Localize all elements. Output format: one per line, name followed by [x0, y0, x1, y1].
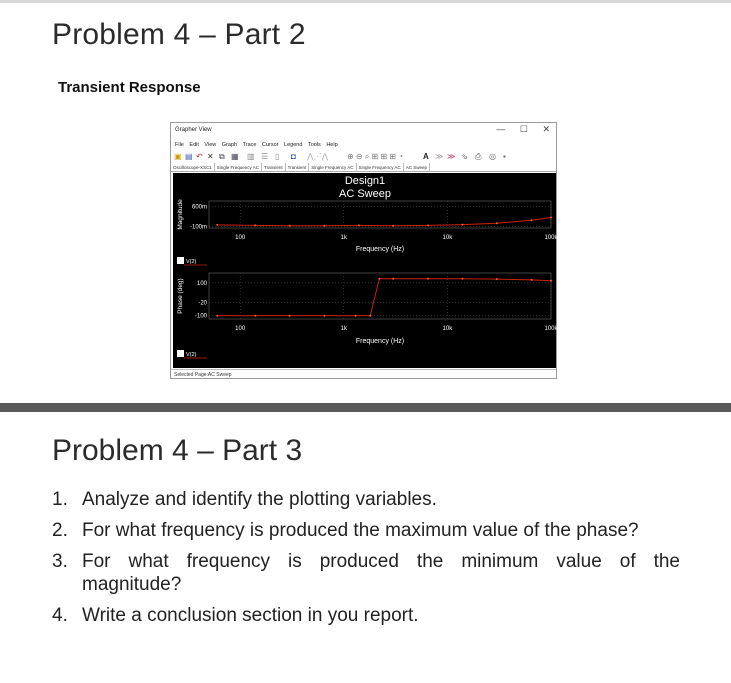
window-controls: [484, 124, 550, 135]
series-line: [217, 279, 551, 316]
list-number: 3.: [52, 551, 68, 572]
y-tick-label: 100: [196, 280, 207, 287]
text-size-icon[interactable]: ≫: [435, 152, 444, 161]
menu-help[interactable]: Help: [326, 142, 338, 148]
data-point: [369, 315, 371, 317]
export-icon[interactable]: ◎: [489, 152, 496, 161]
minimize-button[interactable]: —: [496, 124, 506, 134]
legend-checkbox: [177, 257, 184, 264]
zoom-icon[interactable]: ⊕ ⊖ ⌕ ⊞ ⊞ ⊞ ◔: [347, 152, 404, 161]
save-icon[interactable]: ▤: [185, 152, 193, 161]
list-text: For what frequency is produced the minimum value of the: [82, 551, 680, 572]
slide-title: Problem 4 – Part 2: [52, 18, 306, 51]
list-number: 2.: [52, 520, 68, 541]
y-tick-label: -20: [198, 300, 207, 307]
x-tick-label: 1k: [340, 326, 347, 332]
legend-entry: V(2): [186, 259, 197, 265]
data-point: [289, 225, 291, 227]
y-tick-label: 600m: [191, 204, 207, 211]
legend-icon[interactable]: ☰: [261, 152, 269, 161]
menu-legend[interactable]: Legend: [284, 142, 303, 148]
y-axis-label: Phase (deg): [177, 278, 184, 314]
x-tick-label: 100: [235, 235, 246, 241]
y-axis-label: Magnitude: [177, 199, 184, 230]
tab-ac-sweep[interactable]: AC Sweep: [404, 163, 430, 171]
copy-icon[interactable]: ⧉: [219, 152, 225, 161]
tab-transient[interactable]: Transient: [262, 163, 286, 171]
data-point: [531, 279, 533, 281]
cursor-icon[interactable]: ▯: [275, 152, 280, 161]
data-point: [392, 278, 394, 280]
menu-graph[interactable]: Graph: [221, 142, 238, 148]
data-point: [550, 280, 552, 282]
list-number: 1.: [52, 489, 68, 510]
x-tick-label: 10k: [442, 326, 453, 332]
legend-entry: V(2): [186, 352, 197, 358]
plot-area: [173, 173, 556, 368]
page-tabs: [171, 163, 556, 172]
data-point: [496, 278, 498, 280]
tab-oscilloscope[interactable]: Oscilloscope-XSC1: [171, 163, 215, 171]
plot-frame: [209, 201, 551, 228]
x-axis-label: Frequency (Hz): [355, 338, 405, 345]
slide-divider: [0, 403, 731, 412]
series-line: [217, 218, 551, 226]
menu-file[interactable]: File: [175, 142, 184, 148]
data-point: [254, 224, 256, 226]
undo-icon[interactable]: ↶: [196, 152, 203, 161]
arrow-icon[interactable]: ⇘: [461, 152, 468, 161]
x-axis-label: Frequency (Hz): [355, 246, 405, 253]
data-point: [323, 225, 325, 227]
menu-bar: [171, 140, 556, 150]
grapher-window: [170, 122, 557, 379]
x-tick-label: 100k: [544, 235, 558, 241]
open-icon[interactable]: ▣: [174, 152, 182, 161]
data-point: [392, 225, 394, 227]
list-item: [52, 488, 680, 511]
slide-subtitle: Transient Response: [58, 79, 201, 96]
menu-edit[interactable]: Edit: [189, 142, 199, 148]
plot-frame: [209, 273, 551, 319]
data-point: [462, 278, 464, 280]
y-tick-label: -100: [194, 313, 207, 320]
data-point: [496, 222, 498, 224]
status-text: Selected Page:AC Sweep: [174, 372, 232, 378]
marker-icon[interactable]: ≫: [447, 152, 456, 161]
window-title: Grapher View: [175, 127, 212, 133]
x-tick-label: 1k: [340, 235, 347, 241]
list-text: For what frequency is produced the maximum value of the phase?: [82, 520, 639, 541]
window-titlebar: [171, 123, 556, 140]
data-point: [254, 315, 256, 317]
data-point: [323, 315, 325, 317]
plot-title-line1: Design1: [344, 175, 386, 187]
paste-icon[interactable]: ▦: [231, 152, 239, 161]
text-icon[interactable]: A: [423, 152, 429, 161]
y-tick-label: -100m: [189, 224, 207, 231]
toolbar: [171, 151, 556, 162]
data-point: [550, 217, 552, 219]
list-text: Analyze and identify the plotting variables.: [82, 489, 437, 510]
select-icon[interactable]: ◘: [291, 152, 296, 161]
status-bar: [171, 369, 556, 379]
menu-trace[interactable]: Trace: [242, 142, 257, 148]
list-item: [52, 604, 680, 627]
list-text: Write a conclusion section in you report.: [82, 605, 419, 626]
list-text-continued: magnitude?: [82, 574, 182, 595]
x-tick-label: 100: [235, 326, 246, 332]
data-point: [378, 278, 380, 280]
data-point: [427, 278, 429, 280]
question-list: [52, 488, 680, 635]
data-point: [289, 315, 291, 317]
legend-checkbox: [177, 350, 184, 357]
print-icon[interactable]: ⎙: [475, 152, 482, 161]
tab-single-frequency-ac-2[interactable]: Single Frequency AC: [309, 163, 356, 171]
list-number: 4.: [52, 605, 68, 626]
menu-view[interactable]: View: [204, 142, 217, 148]
x-tick-label: 10k: [442, 235, 453, 241]
grid-icon[interactable]: ▥: [247, 152, 255, 161]
close-button[interactable]: ✕: [542, 124, 550, 134]
x-tick-label: 100k: [544, 326, 558, 332]
ac-sweep-chart: [173, 173, 556, 368]
data-point: [216, 224, 218, 226]
data-point: [358, 224, 360, 226]
data-point: [355, 315, 357, 317]
tab-single-frequency-ac[interactable]: Single Frequency AC: [215, 163, 262, 171]
list-item: [52, 519, 680, 542]
list-item: [52, 550, 680, 596]
menu-cursor[interactable]: Cursor: [262, 142, 279, 148]
plot-title-line2: AC Sweep: [339, 188, 391, 200]
data-point: [216, 315, 218, 317]
data-point: [462, 224, 464, 226]
maximize-button[interactable]: ☐: [519, 124, 528, 134]
slide-title-part-3: Problem 4 – Part 3: [52, 434, 303, 467]
options-icon[interactable]: ▪: [503, 152, 506, 161]
data-point: [531, 219, 533, 221]
trace-icon[interactable]: ⋀⋰⋀: [307, 152, 329, 161]
menu-tools[interactable]: Tools: [307, 142, 321, 148]
data-point: [427, 224, 429, 226]
delete-icon[interactable]: ✕: [207, 152, 214, 161]
tab-transient-2[interactable]: Transient: [286, 163, 310, 171]
tab-single-frequency-ac-3[interactable]: Single Frequency AC: [357, 163, 404, 171]
